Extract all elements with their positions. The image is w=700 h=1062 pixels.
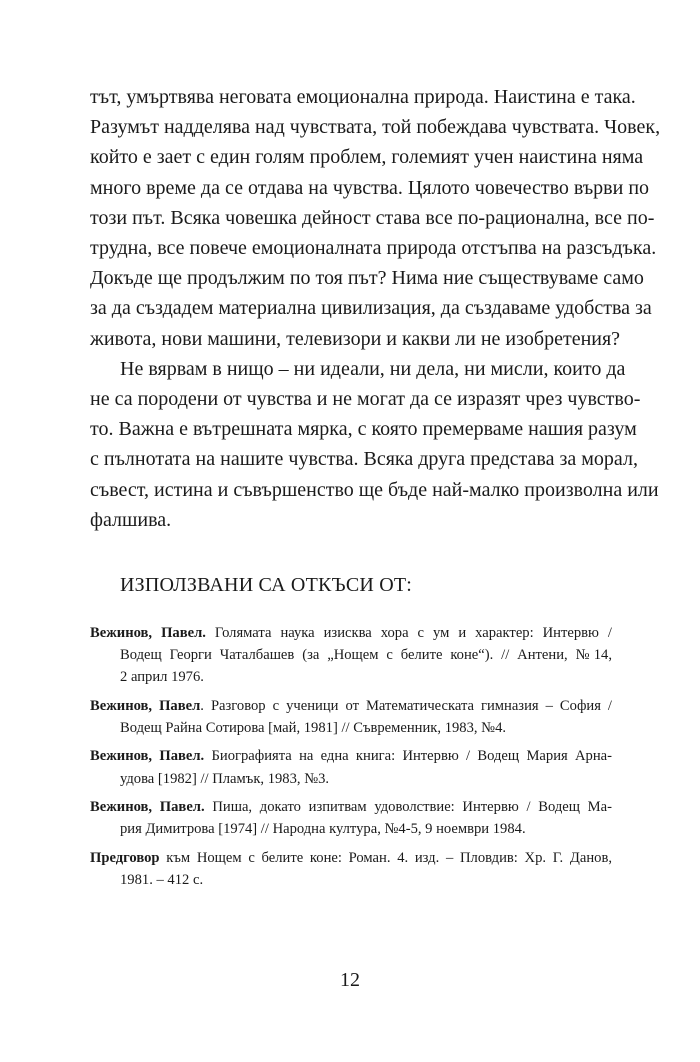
text-line: този път. Всяка човешка дейност става все по-рационална, все по- [90, 206, 655, 229]
text-line: Разумът надделява над чувствата, той побеждава чувствата. Човек, [90, 116, 661, 139]
text-line: фалшива. [90, 508, 172, 531]
source-item [90, 847, 612, 891]
source-text: Голямата наука изисква хора с ум и характер: Интервю / [205, 625, 612, 641]
text-line: много време да се отдава на чувства. Цялото човечество върви по [90, 176, 650, 199]
source-text: 1981. – 412 с. [120, 871, 204, 888]
source-text: към Нощем с белите коне: Роман. 4. изд. – Пловдив: Хр. Г. Данов, [159, 849, 612, 866]
text-line: Докъде ще продължим по тоя път? Нима ние съществуваме само [90, 267, 644, 290]
source-author: Предговор [90, 849, 160, 866]
source-author: Вежинов, Павел. [90, 798, 205, 815]
source-text: . Разговор с ученици от Математическата гимназия – София / [200, 697, 612, 714]
page-number: 12 [340, 969, 360, 991]
source-author: Вежинов, Павел. [90, 625, 206, 641]
text-line: с пълнотата на нашите чувства. Всяка друга представа за морал, [90, 448, 638, 471]
text-line: който е зает с един голям проблем, големият учен наистина няма [90, 146, 644, 169]
source-text: Пиша, докато изпитвам удоволствие: Интервю / Водещ Ма- [204, 798, 612, 815]
text-line: за да създадем материална цивилизация, да създаваме удобства за [90, 297, 652, 320]
source-item [90, 745, 612, 789]
text-line: Не вярвам в нищо – ни идеали, ни дела, ни мисли, които да [120, 357, 626, 380]
source-author: Вежинов, Павел [90, 697, 201, 714]
text-line: трудна, все повече емоционалната природа отстъпва на разсъдъка. [90, 237, 657, 260]
text-line: то. Важна е вътрешната мярка, с която премерваме нашия разум [90, 418, 637, 441]
paragraph-2 [90, 354, 659, 535]
paragraph-1 [90, 82, 661, 354]
source-item [90, 695, 612, 739]
sources-heading: ИЗПОЛЗВАНИ СА ОТКЪСИ ОТ: [120, 574, 413, 596]
source-author: Вежинов, Павел. [90, 748, 205, 765]
source-text: рия Димитрова [1974] // Народна култура, №4-5, 9 ноември 1984. [120, 821, 526, 838]
main-text [90, 82, 661, 535]
text-line: живота, нови машини, телевизори и какви ли не изобретения? [90, 327, 621, 350]
text-line: тът, умъртвява неговата емоционална природа. Наистина е така. [90, 86, 636, 108]
source-item [90, 622, 612, 689]
source-text: Биографията на една книга: Интервю / Водещ Мария Арна- [204, 748, 612, 765]
text-line: съвест, истина и съвършенство ще бъде най-малко произволна или [90, 478, 659, 501]
source-text: Водещ Георги Чаталбашев (за „Нощем с белите коне“). // Антени, №14, [120, 647, 612, 664]
source-text: 2 април 1976. [120, 669, 204, 686]
source-text: Водещ Райна Сотирова [май, 1981] // Съвременник, 1983, №4. [120, 720, 507, 736]
text-line: не са породени от чувства и не могат да се изразят чрез чувство- [90, 388, 641, 411]
sources-list [90, 622, 612, 897]
source-item [90, 796, 612, 840]
source-text: удова [1982] // Пламък, 1983, №3. [120, 770, 330, 787]
